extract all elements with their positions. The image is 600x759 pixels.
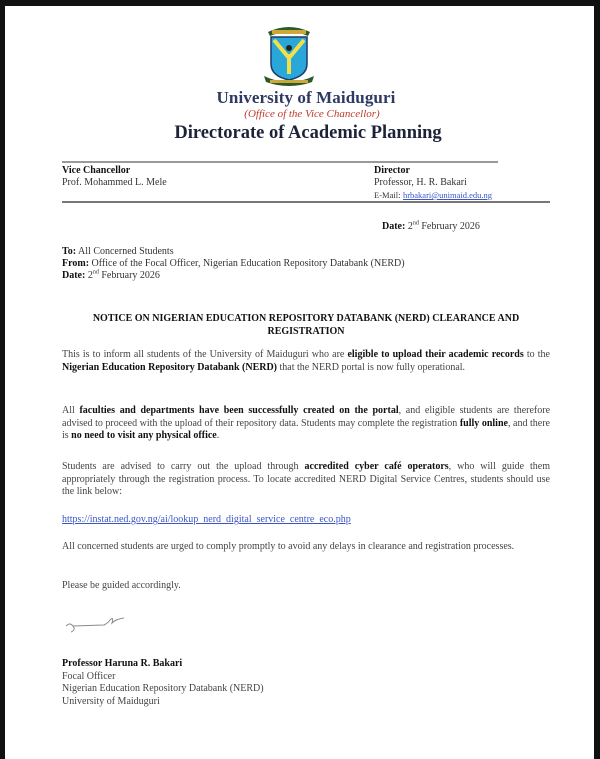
nerd-service-centre-link[interactable]: https://instat.ned.gov.ng/ai/lookup_nerd_digital_service_centre_eco.php xyxy=(62,514,351,525)
university-crest-icon xyxy=(260,24,318,86)
signatory-institution: University of Maiduguri xyxy=(62,695,160,707)
office-subtitle: (Office of the Vice Chancellor) xyxy=(244,108,380,120)
signatory-block xyxy=(62,658,264,708)
vc-name: Prof. Mohammed L. Mele xyxy=(62,177,167,188)
memo-date: Date: 2nd February 2026 xyxy=(62,269,160,281)
memo-to: To: All Concerned Students xyxy=(62,246,174,257)
vice-chancellor-block xyxy=(62,165,167,189)
notice-title: NOTICE ON NIGERIAN EDUCATION REPOSITORY DATABANK (NERD) CLEARANCE AND REGISTRATION xyxy=(92,313,520,337)
memo-from: From: Office of the Focal Officer, Nigerian Education Repository Databank (NERD) xyxy=(62,258,405,269)
signature-icon xyxy=(64,610,134,638)
paragraph-4: All concerned students are urged to comply promptly to avoid any delays in clearance and registration processes. xyxy=(62,541,515,552)
email-label: E-Mail: xyxy=(374,190,401,200)
director-role: Director xyxy=(374,165,410,176)
director-name: Professor, H. R. Bakari xyxy=(374,177,467,188)
paragraph-2: All faculties and departments have been successfully created on the portal, and eligible students are therefore advised to proceed with the upload of their repository data. Students may complete the registration fully online, and there is no need to visit any physical office. xyxy=(62,405,551,441)
divider-bottom xyxy=(62,201,550,203)
paragraph-3: Students are advised to carry out the upload through accredited cyber café operators, who will guide them appropriately through the registration process. To locate accredited NERD Digital Service Centres, students should use the link below: xyxy=(62,461,550,497)
director-block xyxy=(374,165,492,202)
signatory-title: Focal Officer xyxy=(62,670,116,682)
letter-date: Date: 2nd February 2026 xyxy=(382,220,480,232)
paragraph-1: This is to inform all students of the University of Maiduguri who are eligible to upload their academic records to the Nigerian Education Repository Databank (NERD) that the NERD portal is now fully operational. xyxy=(62,349,550,373)
director-email-link[interactable]: hrbakari@unimaid.edu.ng xyxy=(402,190,492,200)
signatory-org: Nigerian Education Repository Databank (NERD) xyxy=(62,683,264,694)
memo-header xyxy=(62,246,405,282)
signatory-name: Professor Haruna R. Bakari xyxy=(62,658,183,669)
divider-top xyxy=(62,161,498,163)
university-name: University of Maiduguri xyxy=(216,88,396,107)
directorate-title: Directorate of Academic Planning xyxy=(174,123,442,143)
vc-role: Vice Chancellor xyxy=(62,165,131,176)
paragraph-5: Please be guided accordingly. xyxy=(62,580,181,591)
